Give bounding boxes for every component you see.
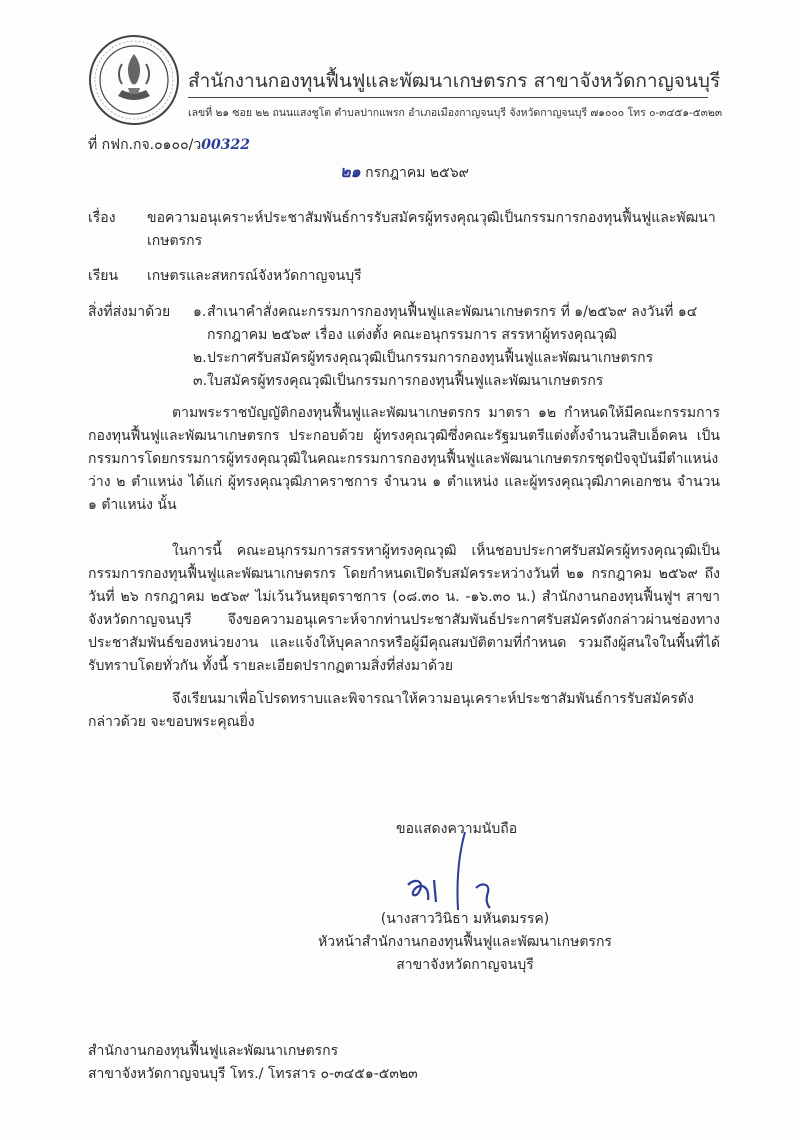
org-name-heading: สำนักงานกองทุนฟื้นฟูและพัฒนาเกษตรกร สาขาจังหวัดกาญจนบุรี — [188, 70, 721, 92]
org-address: เลขที่ ๒๑ ซอย ๒๒ ถนนแสงชูโต ตำบลปากแพรก อำเภอเมืองกาญจนบุรี จังหวัดกาญจนบุรี ๗๑๐๐๐ โทร ๐-๓๔๕๑-๕๓๒๓ — [188, 107, 723, 119]
closing-salutation: ขอแสดงความนับถือ — [396, 821, 518, 837]
enclosure-number: ๑. — [193, 304, 207, 320]
signer-title: หัวหน้าสำนักงานกองทุนฟื้นฟูและพัฒนาเกษตรกร — [318, 934, 612, 950]
enclosure-text: ประกาศรับสมัครผู้ทรงคุณวุฒิเป็นกรรมการกองทุนฟื้นฟูและพัฒนาเกษตรกร — [207, 350, 654, 366]
header-divider — [188, 97, 708, 98]
body-paragraph-1: ตามพระราชบัญญัติกองทุนฟื้นฟูและพัฒนาเกษตรกร มาตรา ๑๒ กำหนดให้มีคณะกรรมการกองทุนฟื้นฟูและพัฒนาเกษตรกร ประกอบด้วย ผู้ทรงคุณวุฒิซึ่งคณะรัฐมนตรีแต่งตั้งจำนวนสิบเอ็ดคน เป็นกรรมการโดยกรรมการผู้ทรงคุณวุฒิในคณะกรรมการกองทุนฟื้นฟูและพัฒนาเกษตรกรชุดปัจจุบันมีตำแหน่งว่าง ๒ ตำแหน่ง ได้แก่ ผู้ทรงคุณวุฒิภาคราชการ จำนวน ๑ ตำแหน่ง และผู้ทรงคุณวุฒิภาคเอกชน จำนวน ๑ ตำแหน่ง นั้น — [88, 405, 720, 513]
enclosure-text: สำเนาคำสั่งคณะกรรมการกองทุนฟื้นฟูและพัฒนาเกษตรกร ที่ ๑/๒๕๖๙ ลงวันที่ ๑๔ กรกฎาคม ๒๕๖๙ เรื่อง แต่งตั้ง คณะอนุกรรมการ สรรหาผู้ทรงคุณวุฒิ — [207, 304, 698, 343]
enclosure-item — [193, 301, 723, 347]
body-paragraph-2: ในการนี้ คณะอนุกรรมการสรรหาผู้ทรงคุณวุฒิ เห็นชอบประกาศรับสมัครผู้ทรงคุณวุฒิเป็นกรรมการกองทุนฟื้นฟูและพัฒนาเกษตรกร โดยกำหนดเปิดรับสมัครระหว่างวันที่ ๒๑ กรกฎาคม ๒๕๖๙ ถึงวันที่ ๒๖ กรกฎาคม ๒๕๖๙ ไม่เว้นวันหยุดราชการ (๐๘.๓๐ น. -๑๖.๓๐ น.) สำนักงานกองทุนฟื้นฟูฯ สาขาจังหวัดกาญจนบุรี จึงขอความอนุเคราะห์จากท่านประชาสัมพันธ์ประกาศรับสมัครดังกล่าวผ่านช่องทางประชาสัมพันธ์ของหน่วยงาน และแจ้งให้บุคลากรหรือผู้มีคุณสมบัติตามที่กำหนด รวมถึงผู้สนใจในพื้นที่ได้รับทราบโดยทั่วกัน ทั้งนี้ รายละเอียดปรากฏตามสิ่งที่ส่งมาด้วย — [88, 543, 720, 674]
date-month-year: กรกฎาคม ๒๕๖๙ — [365, 165, 469, 181]
signer-branch: สาขาจังหวัดกาญจนบุรี — [396, 957, 534, 973]
subject-label: เรื่อง — [88, 210, 116, 226]
document-number-handwritten: 00322 — [201, 137, 250, 153]
enclosures-list — [193, 301, 723, 393]
handwritten-signature — [390, 830, 530, 915]
document-number — [88, 134, 250, 156]
agency-seal-icon — [88, 34, 180, 126]
enclosure-number: ๓. — [193, 373, 208, 389]
body-paragraph-3: จึงเรียนมาเพื่อโปรดทราบและพิจารณาให้ความอนุเคราะห์ประชาสัมพันธ์การรับสมัครดังกล่าวด้วย จะขอบพระคุณยิ่ง — [88, 691, 694, 730]
signer-block — [300, 908, 630, 977]
footer-office: สำนักงานกองทุนฟื้นฟูและพัฒนาเกษตรกร — [88, 1043, 339, 1059]
recipient-text: เกษตรและสหกรณ์จังหวัดกาญจนบุรี — [147, 268, 362, 284]
enclosure-number: ๒. — [193, 350, 207, 366]
document-date — [340, 160, 469, 185]
enclosures-label: สิ่งที่ส่งมาด้วย — [88, 304, 171, 320]
signer-name: (นางสาววินิธา มหันตมรรค) — [380, 911, 550, 927]
enclosure-text: ใบสมัครผู้ทรงคุณวุฒิเป็นกรรมการกองทุนฟื้นฟูและพัฒนาเกษตรกร — [207, 373, 604, 389]
recipient-label: เรียน — [88, 268, 119, 284]
footer-contact — [88, 1040, 418, 1086]
document-number-prefix: ที่ กฟก.กจ.๐๑๐๐/ว — [88, 137, 202, 153]
date-day-handwritten: ๒๑ — [340, 162, 361, 181]
subject-text: ขอความอนุเคราะห์ประชาสัมพันธ์การรับสมัครผู้ทรงคุณวุฒิเป็นกรรมการกองทุนฟื้นฟูและพัฒนาเกษตรกร — [147, 210, 716, 249]
enclosure-item — [193, 370, 723, 393]
enclosure-item — [193, 347, 723, 370]
footer-phone: สาขาจังหวัดกาญจนบุรี โทร./ โทรสาร ๐-๓๔๕๑-๕๓๒๓ — [88, 1066, 418, 1082]
